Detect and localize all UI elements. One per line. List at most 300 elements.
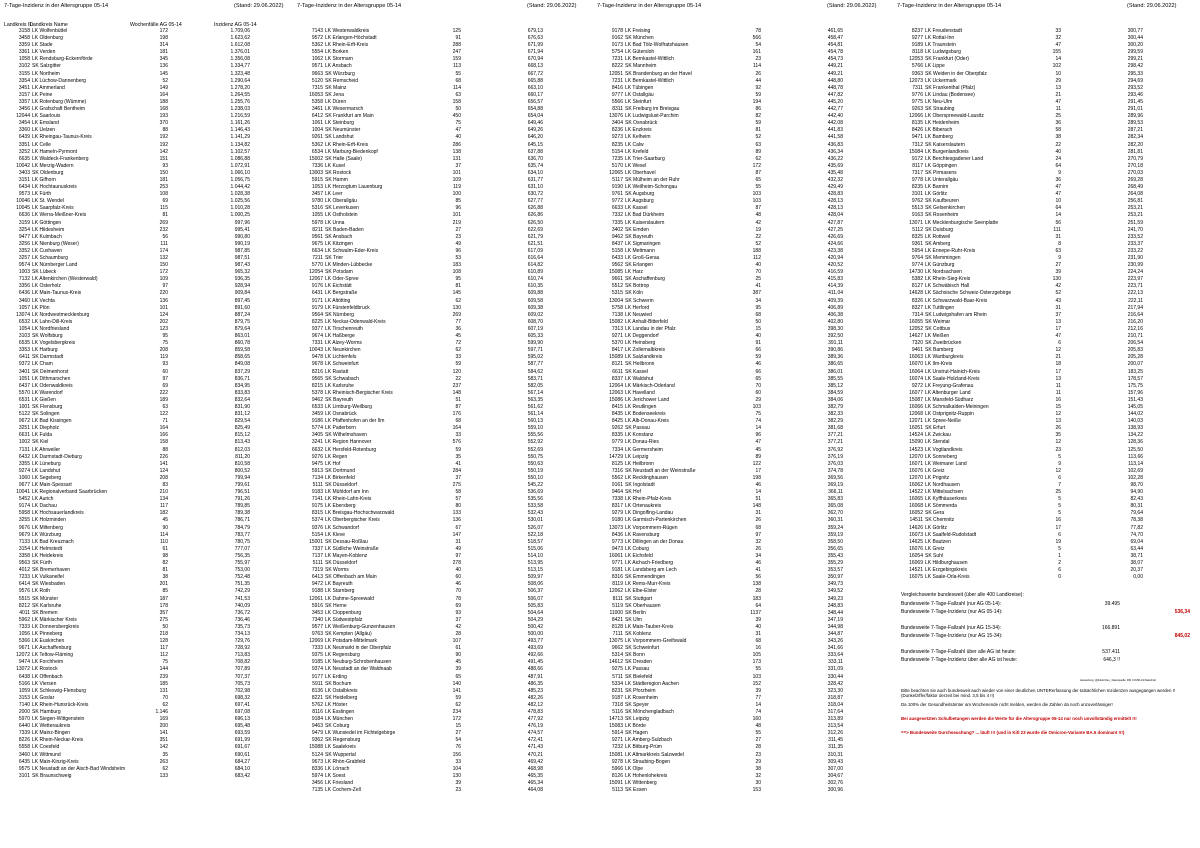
district-id: 9674 [311,333,323,340]
district-id: 14713 [609,716,623,723]
district-name: SK Baden-Baden [325,226,364,233]
district-id: 3254 [18,226,30,233]
incidence: 317,64 [827,709,843,715]
district-name: SK Ludwigshafen am Rhein [925,311,987,318]
district-name: LK Unterallgäu [925,176,959,183]
district-name: LK Altenburger Land [925,389,971,396]
district-name: LK Rhein-Lahn-Kreis [325,496,372,503]
weekly-cases: 28 [755,588,761,595]
district-id: 9671 [18,645,30,652]
district-id: 12072 [16,652,30,659]
incidence: 1.709,06 [230,28,250,34]
district-name: LK Cochem-Zell [325,787,361,794]
table-row [597,283,847,290]
district-name: LK Viersen [32,680,57,687]
table-row [597,220,847,227]
incidence: 530,01 [527,517,543,524]
incidence: 626,50 [527,219,543,226]
table-row [897,546,1147,553]
district-id: 3159 [18,219,30,226]
district-id: 5166 [18,680,30,687]
table-row [897,28,1147,35]
district-name: LK Ebersberg [325,503,356,510]
table-row [897,212,1147,219]
table-row [297,688,547,695]
incidence: 1.134,82 [230,141,250,148]
weekly-cases: 105 [752,652,761,659]
district-id: 9372 [18,361,30,368]
district-id: 8135 [911,120,923,127]
incidence: 897,45 [234,297,250,304]
district-name: LK Wartburgkreis [925,354,964,361]
district-name: SK Berlin [625,609,646,616]
table-row [597,198,847,205]
district-name: SK Fürth [32,560,52,567]
weekly-cases: 55 [755,666,761,673]
weekly-cases: 124 [159,311,168,318]
district-id: 3158 [18,28,30,34]
district-name: LK Ostalbkreis [325,687,358,694]
table-row [297,454,547,461]
district-name: SK Freiburg im Breisgau [625,106,680,113]
table-row [597,461,847,468]
table-row [597,85,847,92]
incidence: 468,98 [527,765,543,772]
weekly-cases: 27 [755,737,761,744]
district-id: 9761 [611,191,623,198]
district-name: SK Cottbus [925,325,951,332]
table-row [597,149,847,156]
district-name: LK Diepholz [32,425,59,432]
weekly-cases: 58 [1055,127,1061,134]
table-row [4,85,254,92]
col-incidence-header: Inzidenz AG 05-14 [214,22,257,28]
weekly-cases: 43 [1055,297,1061,304]
table-row [297,134,547,141]
district-id: 8226 [18,737,30,744]
district-name: LK Holzminden [32,517,66,524]
district-id: 6632 [311,446,323,453]
table-row [297,539,547,546]
district-id: 6411 [19,354,30,361]
district-name: LK Göttingen [32,219,62,226]
district-id: 13071 [909,219,923,226]
table-row [297,475,547,482]
table-row [297,709,547,716]
weekly-cases: 122 [159,411,168,418]
incidence: 825,49 [234,425,250,432]
district-name: SK Mönchengladbach [625,709,674,715]
table-row [597,610,847,617]
district-id: 8136 [311,687,323,694]
weekly-cases: 95 [162,333,168,340]
district-id: 16069 [909,560,923,567]
district-id: 5382 [911,276,923,283]
weekly-cases: 57 [455,496,461,503]
table-row [4,411,254,418]
district-id: 10043 [309,347,323,354]
incidence: 621,79 [527,233,543,240]
weekly-cases: 232 [159,226,168,233]
district-name: LK Merzig-Wadern [32,162,74,169]
incidence: 270,03 [1127,169,1143,176]
table-row [597,290,847,297]
district-id: 5570 [18,389,30,396]
incidence: 113,14 [1128,460,1143,467]
district-name: SK Bayreuth [325,396,354,403]
weekly-cases: 23 [1055,446,1061,453]
district-id: 9462 [611,233,623,240]
district-id: 3359 [18,42,30,49]
table-row [897,510,1147,517]
weekly-cases: 370 [159,120,168,127]
weekly-cases: 142 [159,148,168,155]
weekly-cases: 183 [452,262,461,269]
table-row [4,241,254,248]
incidence: 358,50 [827,538,843,545]
district-id: 3255 [18,517,30,524]
district-id: 5758 [611,304,623,311]
table-row [297,56,547,63]
table-row [4,369,254,376]
incidence: 965,32 [234,269,250,276]
incidence: 377,21 [827,432,843,439]
weekly-cases: 117 [160,503,168,510]
district-name: LK Steinburg [325,120,354,127]
incidence: 1.290,64 [230,77,250,84]
district-name: LK St. Wendel [32,198,64,205]
weekly-cases: 125 [452,28,461,34]
weekly-cases: 198 [159,35,168,42]
district-id: 9190 [611,184,623,191]
weekly-cases: 17 [755,467,761,474]
table-row [897,333,1147,340]
incidence: 552,92 [527,439,543,446]
table-row [597,298,847,305]
table-row [297,581,547,588]
weekly-cases: 5 [1058,545,1061,552]
district-id: 14524 [909,432,923,439]
weekly-cases: 37 [455,162,461,169]
incidence: 563,35 [527,396,543,403]
incidence: 649,26 [527,127,543,134]
district-name: LK Erlangen-Höchstadt [325,35,377,42]
incidence: 493,77 [527,638,543,645]
table-row [597,99,847,106]
district-name: LK Neunkirchen [325,347,361,354]
table-row [597,546,847,553]
district-id: 9564 [311,311,323,318]
incidence: 341,66 [827,645,843,652]
table-row [4,439,254,446]
district-id: 9375 [311,652,323,659]
district-id: 9673 [311,758,323,765]
incidence: 1.264,55 [230,91,250,98]
weekly-cases: 41 [755,567,761,574]
table-row [4,276,254,283]
district-name: LK Konstanz [625,432,654,439]
weekly-cases: 140 [452,680,461,687]
district-id: 14523 [909,446,923,453]
weekly-cases: 114 [453,84,461,91]
table-row [297,737,547,744]
district-name: LK Dachau [32,503,57,510]
district-id: 5513 [911,205,923,212]
district-id: 15090 [909,439,923,446]
district-id: 5120 [311,77,323,84]
district-name: LK Vorpommern-Rügen [625,524,678,531]
district-name: LK Trier-Saarburg [625,155,665,162]
incidence: 442,08 [827,120,843,127]
district-id: 12064 [609,382,623,389]
district-id: 1003 [18,269,30,276]
district-id: 6440 [18,723,30,730]
district-id: 6414 [18,581,30,588]
incidence: 299,59 [1127,49,1143,56]
weekly-cases: 16 [755,645,761,652]
incidence: 270,18 [1127,162,1143,169]
table-row [4,290,254,297]
district-name: LK Goslar [32,694,55,701]
district-name: LK Recklinghausen [625,474,669,481]
incidence: 98,70 [1130,482,1143,488]
district-id: 4012 [18,567,30,574]
table-row [597,652,847,659]
weekly-cases: 96 [455,247,461,254]
district-id: 7337 [311,545,323,552]
weekly-cases: 26 [1055,425,1061,432]
incidence: 813,43 [234,439,250,446]
district-id: 9172 [911,155,923,162]
district-id: 5158 [611,247,623,254]
incidence: 705,73 [234,680,250,687]
table-row [4,730,254,737]
weekly-cases: 142 [159,744,168,751]
district-id: 7335 [611,219,623,226]
district-name: LK Prignitz [925,474,950,481]
table-row [297,163,547,170]
weekly-cases: 58 [455,489,461,496]
table-row [297,702,547,709]
district-id: 1055 [311,212,323,219]
table-row [297,517,547,524]
district-name: LK Kassel [625,205,648,212]
district-name: LK Sächsische Schweiz-Osterzgebirge [925,290,1012,297]
district-id: 3451 [18,84,30,91]
weekly-cases: 150 [159,169,168,176]
weekly-cases: 234 [452,709,461,715]
district-name: LK Mecklenburgische Seenplatte [925,219,999,226]
incidence: 668,13 [527,63,543,70]
table-row [597,63,847,70]
incidence: 990,19 [234,240,250,247]
district-id: 9188 [311,588,323,595]
incidence: 362,70 [827,510,843,517]
weekly-cases: 576 [452,439,461,446]
district-name: LK Schmalkalden-Meiningen [925,403,989,410]
district-name: LK Eichsfeld [625,552,653,559]
district-name: LK Uelzen [32,127,56,134]
weekly-cases: 46 [755,482,761,488]
table-row [297,85,547,92]
district-name: LK Grafschaft Bentheim [32,106,86,113]
district-name: SK Mannheim [625,63,657,70]
incidence: 144,02 [1127,411,1143,418]
weekly-cases: 36 [455,325,461,332]
weekly-cases: 119 [160,354,168,361]
incidence: 698,32 [234,694,250,701]
incidence: 492,66 [527,652,543,659]
incidence: 836,71 [234,375,250,382]
incidence: 366,11 [828,489,843,496]
table-column-4 [897,28,1147,581]
district-name: LK Minden-Lübbecke [325,262,373,269]
district-name: SK Jena [325,91,344,98]
table-row [4,645,254,652]
district-id: 9479 [311,730,323,737]
district-name: SK Darmstadt [32,354,64,361]
incidence: 858,65 [234,354,250,361]
district-id: 1059 [18,687,30,694]
district-name: LK Vogtlandkreis [925,446,963,453]
weekly-cases: 31 [755,510,761,517]
district-id: 5566 [611,98,623,105]
district-id: 5512 [611,283,623,290]
incidence: 493,69 [527,645,543,652]
district-id: 3351 [18,141,30,148]
district-name: LK Werra-Meißner-Kreis [32,212,87,219]
district-id: 8436 [611,531,623,538]
district-name: LK Höxter [325,701,348,708]
district-id: 5113 [612,787,623,794]
weekly-cases: 81 [162,567,168,574]
weekly-cases: 194 [752,98,761,105]
district-id: 15088 [309,744,323,751]
incidence: 533,58 [527,503,543,510]
district-name: LK Main-Spessart [32,482,72,488]
weekly-cases: 56 [1055,219,1061,226]
incidence: 253,21 [1127,212,1143,219]
district-name: LK Karlsruhe [325,382,354,389]
weekly-cases: 101 [452,169,461,176]
table-row [297,63,547,70]
incidence: 693,59 [234,730,250,737]
weekly-cases: 450 [452,113,461,120]
incidence: 990,80 [234,233,250,240]
weekly-cases: 62 [755,155,761,162]
table-row [897,361,1147,368]
incidence: 532,43 [527,510,543,517]
summary-value: 536,34 [1174,608,1190,615]
weekly-cases: 120 [452,368,461,375]
district-id: 9778 [911,176,923,183]
weekly-cases: 39 [755,616,761,623]
incidence: 928,94 [234,283,250,290]
incidence: 987,85 [234,247,250,254]
district-id: 10041 [16,489,30,496]
incidence: 1.323,48 [230,70,250,77]
incidence: 436,83 [827,141,843,148]
district-name: SK Suhl [925,552,944,559]
district-id: 9676 [18,524,30,531]
incidence: 222,13 [1127,290,1143,297]
incidence: 1.010,28 [230,205,250,212]
district-name: LK Osnabrück [325,411,357,418]
weekly-cases: 103 [752,673,761,680]
table-row [897,319,1147,326]
incidence: 631,10 [527,184,543,191]
table-row [597,319,847,326]
incidence: 736,72 [234,609,250,616]
district-id: 7312 [911,141,923,148]
weekly-cases: 237 [452,382,461,389]
weekly-cases: 188 [752,247,761,254]
weekly-cases: 47 [1055,184,1061,191]
district-name: SK Passau [625,425,650,432]
district-id: 6438 [18,673,30,680]
district-name: LK Wittmund [32,751,61,758]
district-id: 8216 [311,368,323,375]
weekly-cases: 63 [1055,247,1061,254]
weekly-cases: 168 [159,106,168,113]
table-row [897,298,1147,305]
table-row [597,702,847,709]
district-name: LK Rhein-Neckar-Kreis [32,737,84,744]
weekly-cases: 45 [162,517,168,524]
table-row [597,517,847,524]
district-name: SK Karlsruhe [32,602,62,609]
district-name: SK Herne [325,602,347,609]
incidence: 445,20 [827,98,843,105]
incidence: 233,37 [1127,240,1143,247]
district-id: 5154 [311,531,323,538]
district-id: 7334 [611,446,623,453]
district-id: 16066 [909,403,923,410]
table-row [297,418,547,425]
weekly-cases: 1 [1058,552,1061,559]
district-id: 5962 [18,616,30,623]
table-row [4,539,254,546]
table-row [4,766,254,773]
table-row [297,588,547,595]
district-id: 6412 [311,113,323,120]
incidence: 631,77 [527,176,543,183]
incidence: 128,36 [1127,439,1143,446]
table-row [897,127,1147,134]
district-id: 3155 [18,70,30,77]
district-name: SK Delmenhorst [32,368,69,375]
table-row [4,496,254,503]
weekly-cases: 29 [755,396,761,403]
weekly-cases: 48 [755,212,761,219]
district-name: LK Mansfeld-Südharz [925,396,974,403]
incidence: 535,56 [527,496,543,503]
district-id: 9775 [911,98,923,105]
table-row [297,624,547,631]
weekly-cases: 101 [159,304,168,311]
table-row [597,418,847,425]
district-name: SK Wilhelmshaven [325,432,367,439]
district-id: 3355 [18,460,30,467]
weekly-cases: 17 [1055,368,1061,375]
weekly-cases: 145 [452,290,461,297]
weekly-cases: 166 [159,432,168,439]
table-row [4,28,254,35]
weekly-cases: 12 [1055,411,1061,418]
district-id: 9571 [311,63,323,70]
district-id: 7231 [611,77,623,84]
district-id: 8215 [311,382,323,389]
